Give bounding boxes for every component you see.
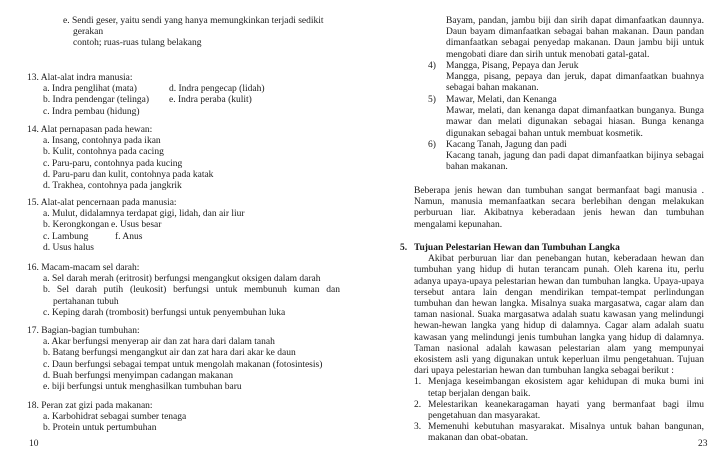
text-line: e. Sendi geser, yaitu sendi yang hanya memungkinkan terjadi sedikit [63, 16, 324, 26]
text-line: mengobati diare dan sirih untuk menobati gatal-gatal. [446, 49, 650, 60]
list-item: d. Indra pengecap (lidah) [169, 84, 265, 95]
text-line: pengetahuan dan masyarakat. [428, 411, 541, 422]
list-item: c. Keping darah (trombosit) berfungsi untuk penyembuhan luka [43, 307, 286, 318]
list-item: d. Usus halus [43, 242, 94, 253]
text-line: Akibat perburuan liar dan penebangan hutan, keberadaan hewan dan [428, 254, 704, 265]
text-line: Bayam, pandan, jambu biji dan sirih dapat dimanfaatkan daunnya. [446, 16, 704, 26]
item-4 [428, 61, 704, 95]
text-line: Daun bayam dimanfaatkan sebagai bahan makanan. Daun pandan [446, 27, 704, 38]
item-heading: Mawar, Melati, dan Kenanga [446, 95, 557, 105]
text-line: Kacang tanah, jagung dan padi dapat dimanfaatkan bijinya sebagai [446, 151, 704, 162]
item-3-continuation [446, 16, 704, 61]
list-number: 1. [414, 377, 422, 388]
text-line: Mawar, melati, dan kenanga dapat dimanfaatkan bunganya. Bunga [446, 106, 704, 117]
item-18 [27, 401, 347, 435]
text-line: gerakan [73, 27, 104, 38]
section-title: Tujuan Pelestarian Hewan dan Tumbuhan Langka [414, 243, 620, 253]
section-5 [400, 243, 704, 445]
item-number: 4) [428, 61, 436, 71]
list-item: e. Usus besar [111, 220, 162, 231]
text-line: tumbuhan dan hewan langka. Misalnya suaka margasatwa, cagar alam dan [414, 299, 704, 310]
text-line: taman nasional. Suaka margasatwa adalah suatu kawasan yang melindungi [414, 310, 704, 321]
item-heading: Mangga, Pisang, Pepaya dan Jeruk [446, 61, 579, 71]
text-line: adanya upaya-upaya pelestarian hewan dan tumbuhan langka. Upaya-upaya [414, 276, 704, 287]
text-line: tumbuhan yang hidup di hutan terancam punah. Oleh karena itu, perlu [414, 265, 704, 276]
item-17 [27, 326, 347, 393]
item-title: 17. Bagian-bagian tumbuhan: [27, 326, 140, 336]
text-line: ekosistem asli yang digunakan untuk keperluan ilmu pengetahuan. Tujuan [414, 355, 704, 366]
list-item [414, 422, 704, 444]
item-15 [27, 198, 347, 254]
list-item: c. Daun berfungsi sebagai tempat untuk mengolah makanan (fotosintesis) [43, 359, 323, 370]
text-line: contoh; ruas-ruas tulang belakang [73, 38, 202, 49]
text-line: makanan dan obat-obatan. [428, 433, 528, 444]
text-line: mengalami kepunahan. [414, 219, 503, 230]
text-line: dimanfaatkan sebagai penyedap makanan. Daun jambu biji untuk [446, 38, 704, 49]
list-item-continuation: pertahanan tubuh [53, 296, 119, 307]
text-line: perburuan liar. Akibatnya keberadaan jenis hewan dan tumbuhan [414, 208, 704, 219]
item-title: 13. Alat-alat indra manusia: [27, 73, 133, 83]
text-line: bahan makanan. [446, 162, 508, 173]
list-item: b. Protein untuk pertumbuhan [43, 423, 157, 434]
list-item: d. Buah berfungsi menyimpan cadangan makanan [43, 370, 233, 381]
list-item: b. Batang berfungsi mengangkut air dan zat hara dari akar ke daun [43, 348, 296, 359]
list-number: 2. [414, 399, 422, 410]
list-item: d. Trakhea, contohnya pada jangkrik [43, 181, 182, 192]
list-item: a. Mulut, didalamnya terdapat gigi, lidah, dan air liur [43, 209, 245, 220]
text-line: digunakan sebagai bahan untuk membuat kosmetik. [446, 128, 643, 139]
item-title: 15. Alat-alat pencernaan pada manusia: [27, 198, 177, 208]
text-line: tersebut antara lain dengan mendirikan tempat-tempat perlindungan [414, 287, 704, 298]
list-item: a. Karbohidrat sebagai sumber tenaga [43, 412, 187, 423]
item-title: 18. Peran zat gizi pada makanan: [27, 401, 153, 411]
item-14 [27, 125, 347, 192]
list-item: b. Kerongkongan [43, 220, 109, 231]
text-line: dari upaya pelestarian hewan dan tumbuhan langka sebagai berikut : [414, 366, 674, 377]
list-item: e. biji berfungsi untuk menghasilkan tumbuhan baru [43, 382, 242, 393]
list-item: f. Anus [115, 231, 143, 242]
list-item: a. Indra penglihat (mata) [43, 84, 137, 95]
list-item: c. Indra pembau (hidung) [43, 106, 140, 117]
list-item: a. Insang, contohnya pada ikan [43, 136, 161, 147]
list-item: d. Paru-paru dan kulit, contohnya pada katak [43, 169, 214, 180]
paragraph-intro [414, 186, 704, 231]
item-title: 14. Alat pernapasan pada hewan: [27, 125, 153, 135]
text-line: hewan-hewan langka yang hidup di dalamnya. Cagar alam adalah suatu [414, 321, 704, 332]
text-line: Memenuhi kebutuhan masyarakat. Misalnya untuk bahan bangunan, [428, 422, 704, 433]
item-heading: Kacang Tanah, Jagung dan padi [446, 140, 567, 150]
text-line: Beberapa jenis hewan dan tumbuhan sangat bermanfaat bagi manusia . [414, 186, 704, 196]
list-item: c. Paru-paru, contohnya pada kucing [43, 158, 183, 169]
text-line: Mangga, pisang, pepaya dan jeruk, dapat dimanfaatkan buahnya [446, 72, 704, 83]
text-line: Melestarikan keanekaragaman hayati yang bermanfaat bagi ilmu [428, 399, 704, 410]
list-item: a. Sel darah merah (eritrosit) berfungsi mengangkut oksigen dalam darah [43, 274, 321, 285]
list-item: c. Lambung [43, 231, 89, 242]
item-12-continuation [63, 16, 353, 50]
text-line: mawar dan melati digunakan sebagai hiasan. Bunga kenanga [446, 117, 704, 128]
text-line: Namun, manusia memanfaatkan secara berlebihan dengan melakukan [414, 197, 704, 208]
list-item: b. Indra pendengar (telinga) [43, 95, 150, 106]
right-page [364, 0, 728, 475]
page-number: 23 [698, 439, 708, 449]
item-5 [428, 95, 704, 140]
text-line: Menjaga keseimbangan ekosistem agar kehidupan di muka bumi ini [428, 377, 704, 388]
list-item: e. Indra peraba (kulit) [169, 95, 252, 106]
item-16 [27, 263, 340, 319]
item-6 [428, 140, 704, 174]
page-number: 10 [29, 439, 39, 449]
item-13 [27, 73, 347, 118]
list-number: 3. [414, 422, 422, 433]
section-number: 5. [400, 243, 408, 253]
text-line: sebagai bahan makanan. [446, 83, 539, 94]
item-title: 16. Macam-macam sel darah: [27, 263, 140, 273]
list-item: a. Akar berfungsi menyerap air dan zat hara dari dalam tanah [43, 337, 275, 348]
text-line: tetap berjalan dengan baik. [428, 388, 531, 399]
item-number: 6) [428, 140, 436, 150]
list-item [414, 377, 704, 399]
list-item [414, 400, 704, 422]
list-item: b. Kulit, contohnya pada cacing [43, 147, 164, 158]
text-line: Taman nasional adalah kawasan pelestarian alam yang mempunyai [414, 343, 704, 354]
text-line: kawasan yang melindungi jenis tumbuhan langka yang hidup di dalamnya. [414, 332, 704, 343]
list-item: b. Sel darah putih (leukosit) berfungsi untuk membunuh kuman dan [43, 285, 340, 296]
item-number: 5) [428, 95, 436, 105]
